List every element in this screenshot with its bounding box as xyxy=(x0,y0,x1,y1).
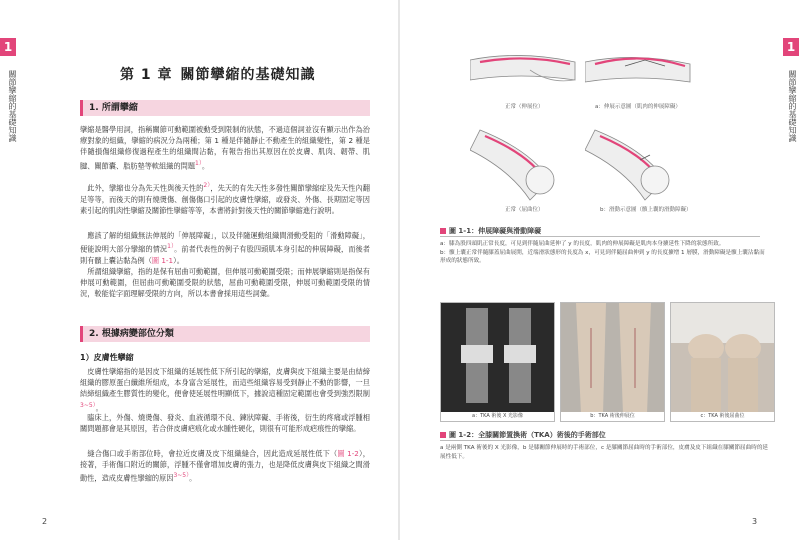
chapter-tab-number: 1 xyxy=(786,40,796,54)
paragraph-text: 應該了解的組織無法伸展的「伸展障礙」，以及伴隨運動組織間滑動受阻的「滑動障礙」，便能說明大部分攣縮的情況 xyxy=(80,231,370,254)
knee-illustration-flexion-normal xyxy=(470,120,580,210)
caption-title-text: 圖 1-2：全膝關節置換術（TKA）術後的手術部位 xyxy=(449,431,606,439)
knee-flexion-photo xyxy=(670,302,775,422)
chapter-tab-left xyxy=(0,38,16,56)
reference-mark: 2） xyxy=(203,182,211,189)
figure-1-1-caption-text xyxy=(440,240,770,266)
knee-illustration-flexion-restricted xyxy=(585,120,695,210)
figure-label-a-restricted: a：伸展示意圖（肌肉的伸展障礙） xyxy=(595,104,681,110)
paragraph-text: 臨床上，外傷、燒燙傷、發炎、血液循環不良、鍊狀障礙、手術後，衍生的疼痛或浮腫相關問題都會是其原因，若合併皮膚疤痕化或水腫性硬化，則很有可能形成疤痕性的攣縮。 xyxy=(80,413,370,434)
caption-title-text: 圖 1-1：伸展障礙與滑動障礙 xyxy=(449,227,542,235)
paragraph-text: 攣縮是醫學用詞，指稱關節可動範圍被動受到限制的狀態，不過這個詞並沒有顯示出作為治療對象的組織，攣縮的病況分為兩種；第 1 種是伴隨靜止不動產生的組織變性，第 2 種是伴隨損傷組織修復過程產生的組織間沾黏，有報告指出其原因在於皮膚、肌肉、韌帶、肌腱、關節囊、脂肪墊等軟組織的問題 xyxy=(80,125,370,170)
paragraph-1-1: 攣縮是醫學用詞，指稱關節可動範圍被動受到限制的狀態，不過這個詞並沒有顯示出作為治療對象的組織，攣縮的病況分為兩種；第 1 種是伴隨靜止不動產生的組織變性，第 2 種是伴隨損傷組織修復過程產生的組織間沾黏，有報告指出其原因在於皮膚、肌肉、韌帶、肌腱、關節囊、脂肪墊等軟組織的問題$^{1)}$。 xyxy=(80,125,370,170)
chapter-tab-number: 1 xyxy=(3,40,13,54)
caption-square-icon xyxy=(440,432,446,438)
paragraph-text: 。前者代表性的例子有股四頭肌本身引起的伸展障礙，而後者則有髕上囊沾黏為例（ xyxy=(80,244,370,265)
figure-reference[interactable]: 圖 1-2 xyxy=(337,449,359,458)
figure-1-2-caption-text: a 是兩側 TKA 術後的 X 光影像，b 是膝關節伸展時的手術部位，c 是膝關節屈曲時的手術部位，皮膚及皮下組織在膝關節屈曲時的延展性低下。 xyxy=(440,445,769,460)
paragraph-1-4 xyxy=(80,266,370,300)
chapter-title: 關節攣縮的基礎知識 xyxy=(180,67,316,83)
caption-divider xyxy=(440,440,760,441)
subsection-heading: 1）皮膚性攣縮 xyxy=(80,353,134,362)
caption-square-icon xyxy=(440,228,446,234)
paragraph-1-3: 應該了解的組織無法伸展的「伸展障礙」，以及伴隨運動組織間滑動受阻的「滑動障礙」，便能說明大部分攣縮的情況$^{1)}$。前者代表性的例子有股四頭肌本身引起的伸展障礙，而後者則有髕上囊沾黏為例（圖 1-1）。 xyxy=(80,231,370,265)
left-page xyxy=(0,0,398,540)
paragraph-1-2 xyxy=(80,180,370,216)
paragraph-2-2 xyxy=(80,412,370,434)
xray-photo xyxy=(440,302,555,422)
knee-extension-photo xyxy=(560,302,665,422)
chapter-tab-right xyxy=(783,38,799,56)
knee-illustration-extension-normal xyxy=(470,40,580,100)
figure-reference[interactable]: 圖 1-1 xyxy=(151,255,174,265)
paragraph-text: 縫合傷口或手術部位時，會拉近皮膚及皮下組織縫合，因此造成延展性低下（ xyxy=(87,449,338,458)
knee-illustration-extension-restricted xyxy=(585,40,695,100)
section-heading-2: 2. 根據病變部位分類 xyxy=(80,326,370,342)
section-heading-1: 1. 所謂攣縮 xyxy=(80,100,370,116)
chapter-tab-text-left: 關節攣縮的基礎知識 xyxy=(8,70,17,142)
photo-label-b: b：TKA 術後伸展位 xyxy=(561,412,664,421)
paragraph-text: 皮膚性攣縮指的是因皮下組織的延展性低下所引起的攣縮，皮膚與皮下組織主要是由結締組織的膠原蛋白纖維所組成，本身富含延展性，而這些組織容易受到靜止不動的影響，一旦結締組織產生膠質性的變化，便會使延展性明顯低下，據說這種固定範圍也會受到強烈限制 xyxy=(80,367,370,399)
figure-label-a-normal: 正常（伸展位） xyxy=(505,104,544,110)
figure-label-b-normal: 正常（屈曲位） xyxy=(505,207,544,213)
photo-label-a: a：TKA 術後 X 光影像 xyxy=(441,412,554,421)
figure-1-1-caption-title xyxy=(440,226,541,236)
paragraph-text: 所謂組織攣縮，指的是保有屈曲可動範圍，但伸展可動範圍受限；而伸展攣縮則是指保有伸展可動範圍，但屈曲可動範圍受限的狀態，屈曲可動範圍受限，伸展可動範圍受限的情況，較能從字面理解受限的方向，所以本書會採用這些詞彙。 xyxy=(80,267,370,299)
figure-1-2-caption-title xyxy=(440,430,606,440)
paragraph-text: ），接著，手術傷口附近的關節，浮腫不僅會增加皮膚的張力，也是降低皮膚與皮下組織之間滑動性，造成皮膚性攣縮的原因 xyxy=(80,449,370,483)
caption-divider xyxy=(440,236,760,237)
chapter-tab-text-right: 關節攣縮的基礎知識 xyxy=(788,70,797,142)
paragraph-text: ，先天的有先天性多發性關節攣縮症及先天性內翻足等等，而後天的則有燒燙傷、創傷傷口引起的皮膚性攣縮，或發炎、外傷、長期固定等因素引起的肌肉性攣縮及關節性攣縮等等，本書將針對後天性的關節攣縮進行說明。 xyxy=(80,183,370,215)
caption-line-a: a：膝為股四頭肌正常長度，可見到伴隨屈曲延伸了 y 的長度，肌肉的伸展障礙是肌肉本身擴延性下降的狀態所致。 xyxy=(440,241,725,247)
chapter-heading xyxy=(120,64,316,84)
reference-mark: 1） xyxy=(195,159,202,167)
caption-line-b: b：髕上囊正常伴隨膝蓋屈曲展開，近端滑狀態形的長度為 x，可見到伴隨屈曲伸到 y 的長度擴增 1 層膜，滑動障礙是髕上囊沾黏而形成的狀態所致。 xyxy=(440,249,765,264)
reference-mark: 3~5） xyxy=(80,401,96,409)
chapter-label: 第 1 章 xyxy=(120,67,173,83)
photo-label-c: c：TKA 術後屈曲位 xyxy=(671,412,774,421)
page-number-right: 3 xyxy=(752,517,758,526)
paragraph-2-1: 皮膚性攣縮指的是因皮下組織的延展性低下所引起的攣縮，皮膚與皮下組織主要是由結締組織的膠原蛋白纖維所組成，本身富含延展性，而這些組織容易受到靜止不動的影響，一旦結締組織產生膠質性的變化，便會使延展性明顯低下，據說這種固定範圍也會受到強烈限制$^{3\sim 5)}$。 xyxy=(80,367,370,412)
figure-label-b-restricted: b：滑動示意圖（髕上囊的滑動障礙） xyxy=(600,207,692,213)
paragraph-text: 此外，攣縮也分為先天性與後天性的 xyxy=(87,183,204,193)
page-number-left: 2 xyxy=(42,517,48,526)
reference-mark: 3~5） xyxy=(173,472,190,480)
paragraph-2-3: 縫合傷口或手術部位時，會拉近皮膚及皮下組織縫合，因此造成延展性低下（圖 1-2），接著，手術傷口附近的關節，浮腫不僅會增加皮膚的張力，也是降低皮膚與皮下組織之間滑動性，造成皮膚性攣縮的原因$^{3\sim 5)}$。 xyxy=(80,449,370,483)
reference-mark: 1） xyxy=(167,243,175,251)
